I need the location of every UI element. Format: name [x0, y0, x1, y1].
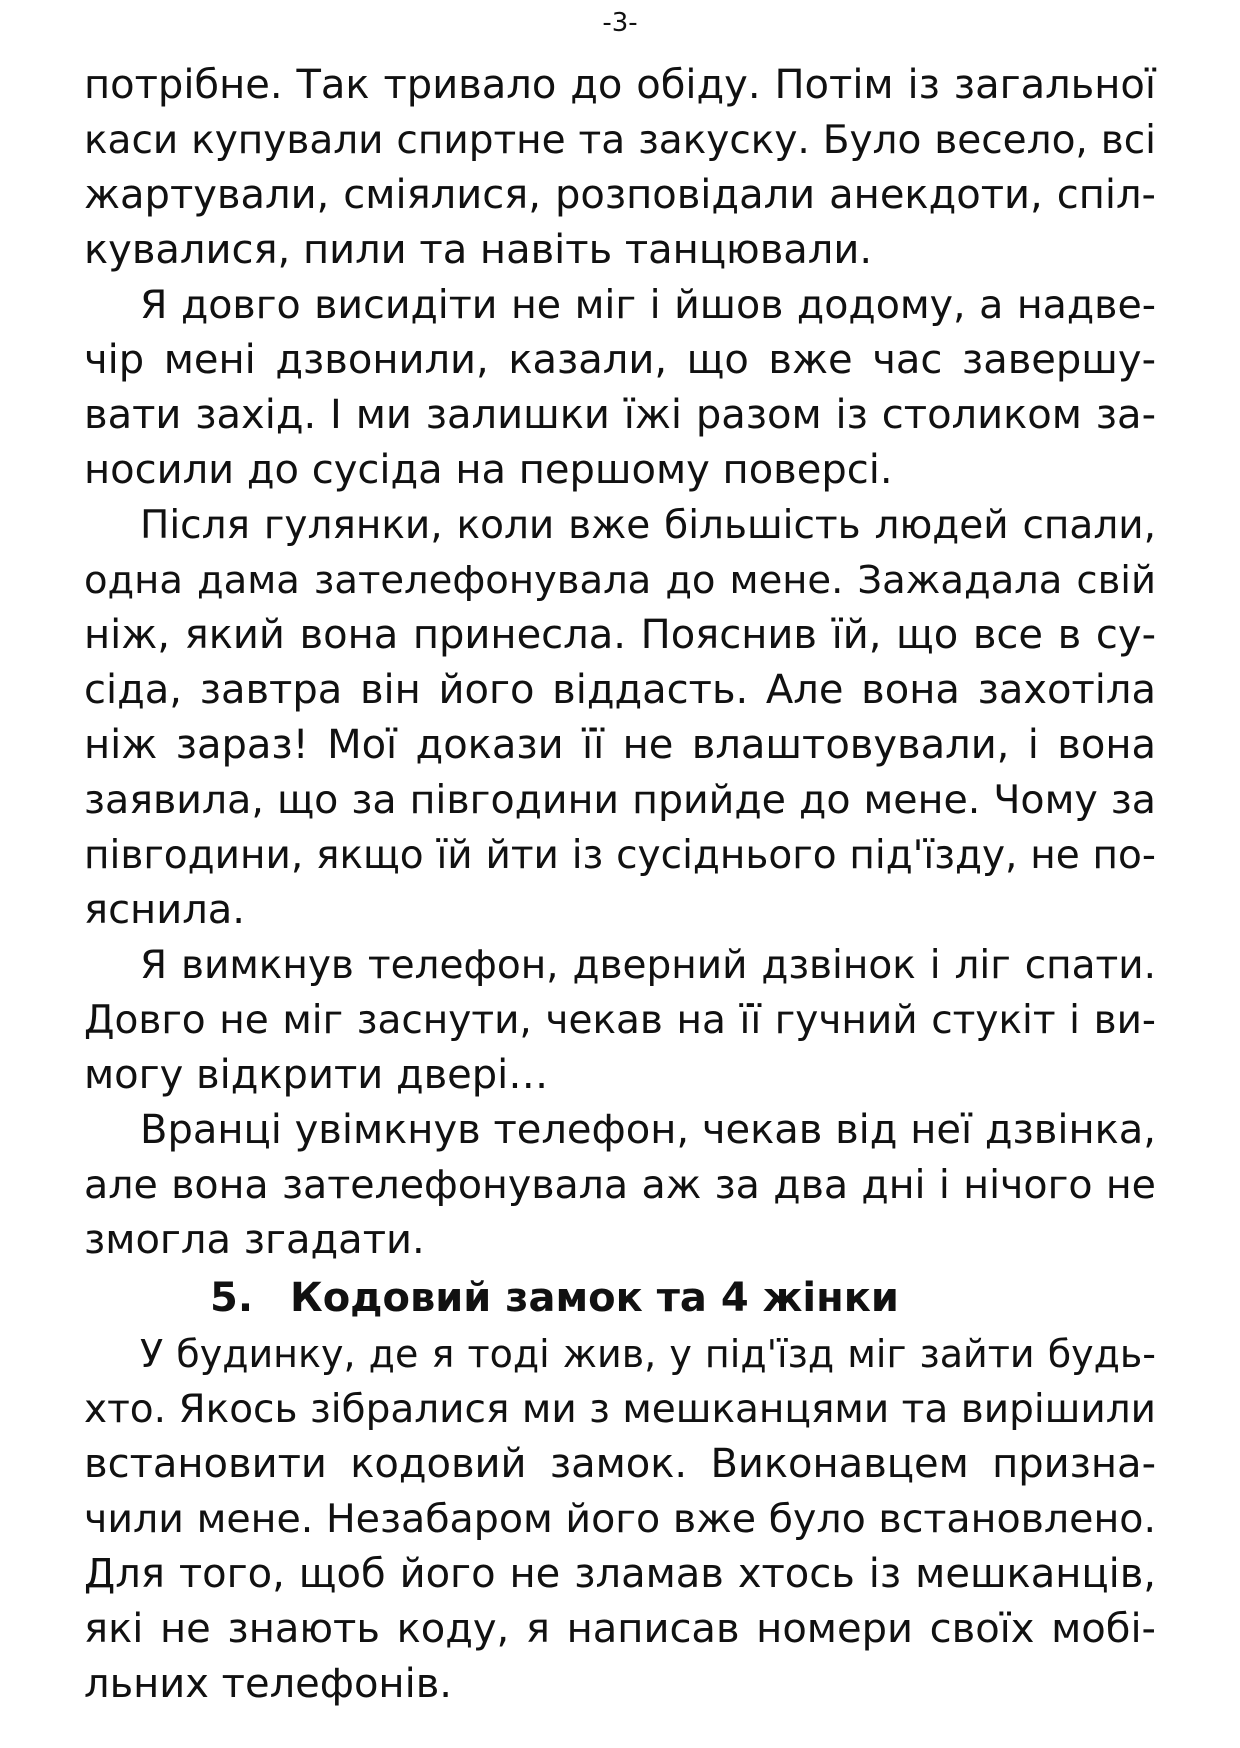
- text-line: змогла згадати.: [84, 1217, 425, 1263]
- text-line: У будинку, де я тоді жив, у під'їзд міг зайти будь-: [140, 1332, 1156, 1376]
- text-line: Для того, щоб його не зламав хтось із мешканців,: [84, 1551, 1156, 1597]
- section-heading: [84, 1269, 1156, 1327]
- text-line: півгодини, якщо їй йти із сусіднього під'їзду, не по-: [84, 833, 1156, 878]
- text-line: але вона зателефонувала аж за два дні і нічого не: [84, 1162, 1156, 1208]
- text-line: заявила, що за півгодини прийде до мене. Чому за: [84, 777, 1156, 823]
- page-number: -3-: [602, 8, 638, 38]
- paragraph: [84, 1103, 1156, 1268]
- text-line: льних телефонів.: [84, 1661, 452, 1707]
- text-line: потрібне. Так тривало до обіду. Потім із загальної: [84, 62, 1156, 108]
- text-line: одна дама зателефонувала до мене. Зажадала свій: [84, 558, 1156, 603]
- paragraph: [84, 498, 1156, 938]
- body-text: [84, 58, 1156, 1712]
- text-line: які не знають коду, я написав номери своїх мобі-: [84, 1606, 1156, 1652]
- paragraph: [84, 1327, 1156, 1712]
- text-line: встановити кодовий замок. Виконавцем призна-: [84, 1441, 1156, 1487]
- text-line: хто. Якось зібралися ми з мешканцями та вирішили: [84, 1387, 1156, 1432]
- text-line: каси купували спиртне та закуску. Було весело, всі: [84, 118, 1156, 163]
- section-title: Кодовий замок та 4 жінки: [290, 1275, 899, 1321]
- text-line: могу відкрити двері…: [84, 1052, 549, 1098]
- text-line: ніж зараз! Мої докази її не влаштовували, і вона: [84, 722, 1156, 768]
- text-line: Після гулянки, коли вже більшість людей спали,: [140, 503, 1156, 548]
- text-line: вати захід. І ми залишки їжі разом із столиком за-: [84, 392, 1156, 438]
- text-line: ніж, який вона принесла. Пояснив їй, що все в су-: [84, 612, 1156, 658]
- text-line: чили мене. Незабаром його вже було встановлено.: [84, 1496, 1156, 1542]
- text-line: жартували, сміялися, розповідали анекдоти, спіл-: [84, 172, 1156, 218]
- text-line: Вранці увімкнув телефон, чекав від неї дзвінка,: [140, 1107, 1156, 1153]
- text-line: чір мені дзвонили, казали, що вже час завершу-: [84, 337, 1156, 383]
- section-number: 5.: [210, 1275, 254, 1321]
- paragraph: [84, 278, 1156, 498]
- text-line: сіда, завтра він його віддасть. Але вона захотіла: [84, 667, 1156, 713]
- text-line: носили до сусіда на першому поверсі.: [84, 447, 893, 493]
- paragraph: [84, 58, 1156, 278]
- text-line: яснила.: [84, 887, 245, 933]
- text-line: Довго не міг заснути, чекав на її гучний стукіт і ви-: [84, 998, 1156, 1043]
- text-line: кувалися, пили та навіть танцювали.: [84, 227, 873, 273]
- text-line: Я довго висидіти не міг і йшов додому, а надве-: [140, 282, 1156, 328]
- paragraph: [84, 938, 1156, 1103]
- text-line: Я вимкнув телефон, дверний дзвінок і ліг спати.: [140, 943, 1156, 988]
